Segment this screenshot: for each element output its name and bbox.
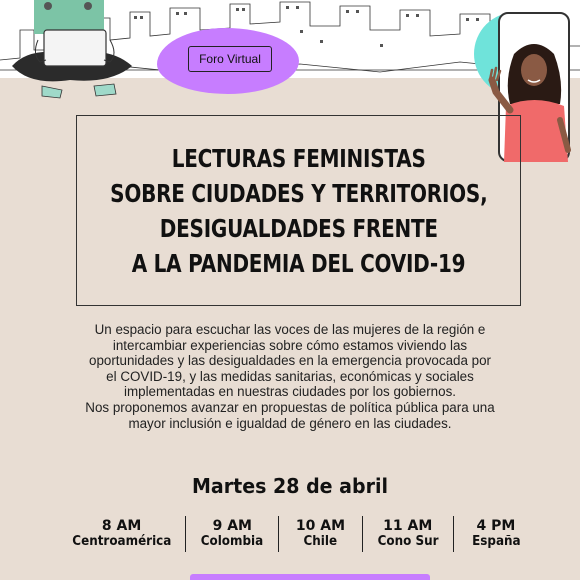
slot-place: Centroamérica (72, 534, 172, 549)
schedule-slot-centroamerica (58, 516, 186, 552)
title-line-1: LECTURAS FEMINISTAS (171, 143, 426, 173)
title-line-3: DESIGUALDADES FRENTE (159, 213, 438, 243)
bottom-accent-bar (190, 574, 430, 580)
description-line: Nos proponemos avanzar en propuestas de política pública para una (85, 399, 495, 415)
schedule-slot-cono-sur (363, 516, 454, 552)
slot-place: España (471, 534, 521, 549)
title-line-2: SOBRE CIUDADES Y TERRITORIOS, (109, 178, 488, 208)
slot-time: 11 AM (383, 518, 433, 534)
slot-place: Chile (303, 534, 338, 549)
schedule-slot-espana (454, 516, 538, 552)
description-line: intercambiar experiencias sobre cómo estamos viviendo las (112, 337, 468, 353)
schedule-slot-chile (279, 516, 362, 552)
event-date: Martes 28 de abril (192, 474, 388, 498)
slot-time: 10 AM (295, 518, 346, 534)
woman-laptop-illustration (10, 0, 140, 100)
schedule-slot-colombia (186, 516, 279, 552)
description-line: oportunidades y las desigualdades en la emergencia provocada por (89, 353, 491, 369)
schedule-row (58, 516, 538, 552)
woman-laptop-icon (10, 0, 140, 100)
slot-place: Cono Sur (377, 534, 439, 549)
description-line: Un espacio para escuchar las voces de las mujeres de la región e (94, 322, 486, 337)
description-line: el COVID-19, y las medidas sanitarias, económicas y sociales (106, 368, 474, 384)
description-line: implementadas en nuestras ciudades por los gobiernos. (124, 384, 456, 400)
slot-time: 8 AM (101, 518, 142, 534)
description-line: mayor inclusión e igualdad de género en las ciudades. (128, 415, 452, 431)
slot-time: 4 PM (476, 518, 516, 534)
title-line-4: A LA PANDEMIA DEL COVID-19 (131, 248, 466, 278)
event-description (40, 322, 540, 431)
foro-virtual-badge: Foro Virtual (188, 46, 272, 72)
slot-time: 9 AM (212, 518, 252, 534)
slot-place: Colombia (201, 534, 264, 549)
title-box (76, 115, 521, 306)
